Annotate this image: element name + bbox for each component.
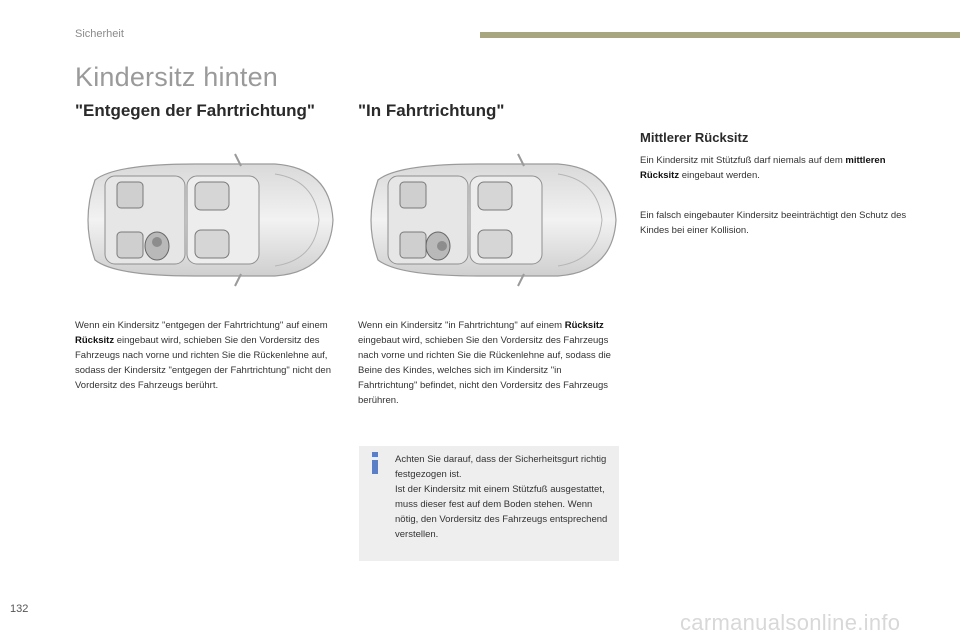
car-top-view-rear-facing-seat-icon — [75, 150, 337, 290]
info-line-1: Achten Sie darauf, dass der Sicherheitsgurt richtig festgezogen ist. — [395, 454, 607, 480]
rear-facing-text-a: Wenn ein Kindersitz "entgegen der Fahrtrichtung" auf einem — [75, 320, 328, 331]
page-title: Kindersitz hinten — [75, 62, 279, 92]
info-line-2: Ist der Kindersitz mit einem Stützfuß ausgestattet, muss dieser fest auf dem Boden stehen. Wenn nötig, den Vordersitz des Fahrzeugs entsprechend verstellen. — [395, 484, 608, 540]
middle-seat-paragraph-1 — [640, 153, 910, 183]
rear-facing-text-b: eingebaut wird, schieben Sie den Vordersitz des Fahrzeugs nach vorne und richten Sie die Rückenlehne auf, sodass der Kindersitz "entgegen der Fahrtrichtung" nicht den Vordersitz des Fahrzeugs berührt. — [75, 335, 332, 391]
middle-seat-text-a: Ein Kindersitz mit Stützfuß darf niemals auf dem — [640, 155, 846, 166]
info-icon — [367, 452, 383, 474]
forward-facing-paragraph — [358, 318, 623, 408]
rear-facing-text-bold: Rücksitz — [75, 335, 115, 346]
forward-facing-text-b: eingebaut wird, schieben Sie den Vordersitz des Fahrzeugs nach vorne und richten Sie die Rückenlehne auf, sodass die Beine des Kindes, welches sich im Kindersitz "in Fahrtrichtung" befindet, nicht den Vordersitz des Fahrzeugs berühren. — [358, 335, 611, 406]
section-label: Sicherheit — [75, 28, 124, 40]
middle-seat-paragraph-2: Ein falsch eingebauter Kindersitz beeinträchtigt den Schutz des Kindes bei einer Kollision. — [640, 210, 907, 236]
page-number: 132 — [10, 603, 29, 615]
forward-facing-text-bold: Rücksitz — [564, 320, 604, 331]
middle-seat-text-bold: mittleren Rücksitz — [640, 155, 886, 181]
car-top-view-forward-facing-seat-icon — [358, 150, 620, 290]
heading-forward-facing: "In Fahrtrichtung" — [358, 101, 505, 120]
watermark: carmanualsonline.info — [680, 610, 901, 635]
middle-seat-text-b: eingebaut werden. — [679, 170, 760, 181]
middle-seat-heading: Mittlerer Rücksitz — [640, 130, 749, 145]
header-rule — [480, 32, 960, 38]
forward-facing-text-a: Wenn ein Kindersitz "in Fahrtrichtung" auf einem — [358, 320, 565, 331]
info-text — [395, 452, 615, 542]
heading-rear-facing: "Entgegen der Fahrtrichtung" — [75, 101, 315, 120]
rear-facing-paragraph — [75, 318, 340, 393]
